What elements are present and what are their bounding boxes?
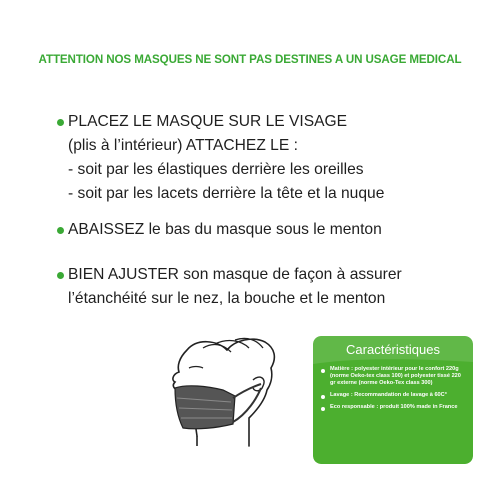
bullet-dot-icon (57, 227, 64, 234)
instruction-step-adjust (57, 263, 402, 311)
bullet-dot-icon (321, 407, 325, 411)
instruction-step-place (57, 110, 384, 206)
characteristic-text: Eco responsable : produit 100% made in France (330, 404, 458, 410)
instruction-step-adjust-title-row (57, 263, 402, 287)
characteristics-title: Caractéristiques (346, 342, 440, 357)
characteristic-text: Lavage : Recommandation de lavage à 60C° (330, 392, 447, 398)
characteristic-text: Matière : polyester intérieur pour le confort 220g (norme Oeko-tex class 100) et polyester tissé 220 gr externe (norme Oeko-Tex class 300) (330, 366, 461, 386)
characteristics-list (321, 366, 465, 416)
bullet-dot-icon (321, 369, 325, 373)
instruction-text: ABAISSEZ le bas du masque sous le menton (68, 221, 382, 238)
characteristics-card (313, 336, 473, 464)
instruction-step-lower (57, 218, 382, 242)
instruction-text: l’étanchéité sur le nez, la bouche et le menton (68, 290, 386, 307)
instruction-text: PLACEZ LE MASQUE SUR LE VISAGE (68, 113, 348, 130)
instruction-step-lower-row (57, 218, 382, 242)
bullet-dot-icon (321, 395, 325, 399)
instruction-step-place-title-row (57, 110, 384, 134)
instruction-text: - soit par les élastiques derrière les oreilles (68, 161, 364, 178)
instruction-text: BIEN AJUSTER son masque de façon à assurer (68, 266, 402, 283)
instruction-text: (plis à l’intérieur) ATTACHEZ LE : (68, 137, 298, 154)
bullet-dot-icon (57, 272, 64, 279)
bullet-dot-icon (57, 119, 64, 126)
list-item (321, 404, 465, 411)
usage-warning: ATTENTION NOS MASQUES NE SONT PAS DESTINES A UN USAGE MEDICAL (38, 53, 462, 66)
face-mask-profile-icon (157, 328, 297, 448)
instruction-text: - soit par les lacets derrière la tête et la nuque (68, 185, 385, 202)
list-item (321, 366, 465, 387)
list-item (321, 392, 465, 399)
